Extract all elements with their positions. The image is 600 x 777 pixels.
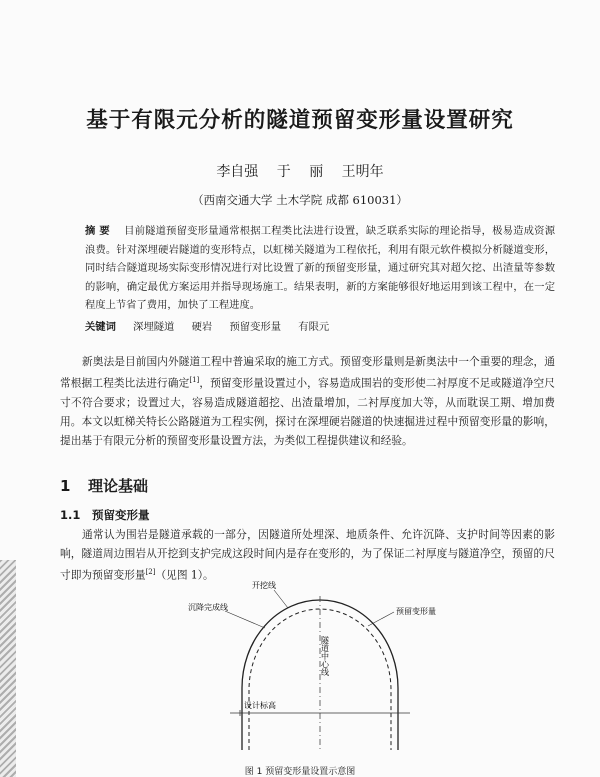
intro-paragraph (60, 352, 555, 451)
subsection-number: 1.1 (60, 508, 81, 522)
subsection-heading (60, 507, 150, 523)
intro-text-b: ，预留变形量设置过小，容易造成围岩的变形使二衬厚度不足或隧道净空尺寸不符合要求；设置过大，容易造成隧道超挖、出渣量增加，二衬厚度加大等，从而耽误工期、增加费用。本文以虹梯关特长公路隧道为工程实例，探讨在深埋硬岩隧道的快速掘进过程中预留变形量的影响，提出基于有限元分析的预留变形量设置方法，为类似工程提供建议和经验。 (60, 376, 555, 448)
leader-settlement (225, 611, 265, 628)
keywords (85, 318, 555, 333)
keyword-item: 有限元 (298, 321, 330, 333)
leader-excavation (274, 590, 288, 608)
affiliation: （西南交通大学 土木学院 成都 610031） (192, 193, 408, 207)
tunnel-figure (170, 578, 470, 753)
paper-title: 基于有限元分析的隧道预留变形量设置研究 (86, 108, 514, 133)
citation-ref: [1] (189, 376, 200, 385)
section-paragraph (60, 525, 555, 585)
label-design-elevation: 设计标高 (244, 701, 276, 710)
section-title: 理论基础 (88, 477, 149, 495)
citation-ref: [2] (145, 568, 156, 577)
keyword-item: 硬岩 (191, 321, 213, 333)
subsection-title: 预留变形量 (92, 508, 150, 522)
intro-text-a: 新奥法是目前国内外隧道工程中普遍采取的施工方式。预留变形量则是新奥法中一个重要的理念，通常根据工程类比法进行确定 (60, 355, 555, 390)
label-excavation-line: 开挖线 (252, 581, 276, 590)
label-settlement-line: 沉降完成线 (188, 603, 228, 612)
section-text-a: 通常认为围岩是隧道承载的一部分，因隧道所处埋深、地质条件、允许沉降、支护时间等因素的影响，隧道周边围岩从开挖到支护完成这段时间内是存在变形的，为了保证二衬厚度与隧道净空，预留的尺寸即为预留变形量 (60, 528, 555, 582)
leader-reserved (368, 612, 394, 626)
author-2: 于 丽 (276, 164, 324, 180)
section-number: 1 (60, 477, 71, 495)
section-text-b: （见图 1）。 (155, 568, 214, 582)
keyword-item: 深埋隧道 (133, 321, 175, 333)
label-centerline: 隧道中心线 (320, 636, 330, 676)
abstract (85, 222, 555, 315)
author-1: 李自强 (216, 164, 259, 180)
figure-caption: 图 1 预留变形量设置示意图 (244, 767, 356, 777)
keywords-label: 关键词 (85, 321, 116, 333)
abstract-label: 摘 要 (85, 225, 110, 237)
book-binding-shadow (0, 560, 16, 777)
keyword-item: 预留变形量 (229, 321, 281, 333)
author-3: 王明年 (341, 164, 384, 180)
abstract-text: 目前隧道预留变形量通常根据工程类比法进行设置，缺乏联系实际的理论指导，极易造成资源浪费。针对深埋硬岩隧道的变形特点，以虹梯关隧道为工程依托，利用有限元软件模拟分析隧道变形，同时结合隧道现场实际变形情况进行对比设置了新的预留变形量，通过研究其对超欠挖、出渣量等参数的影响，确定最优方案运用并指导现场施工。结果表明，新的方案能够很好地运用到该工程中，在一定程度上节省了费用，加快了工程进度。 (85, 225, 555, 311)
section-heading (60, 475, 148, 496)
label-reserved-deformation: 预留变形量 (396, 607, 436, 616)
author-list (0, 161, 600, 181)
